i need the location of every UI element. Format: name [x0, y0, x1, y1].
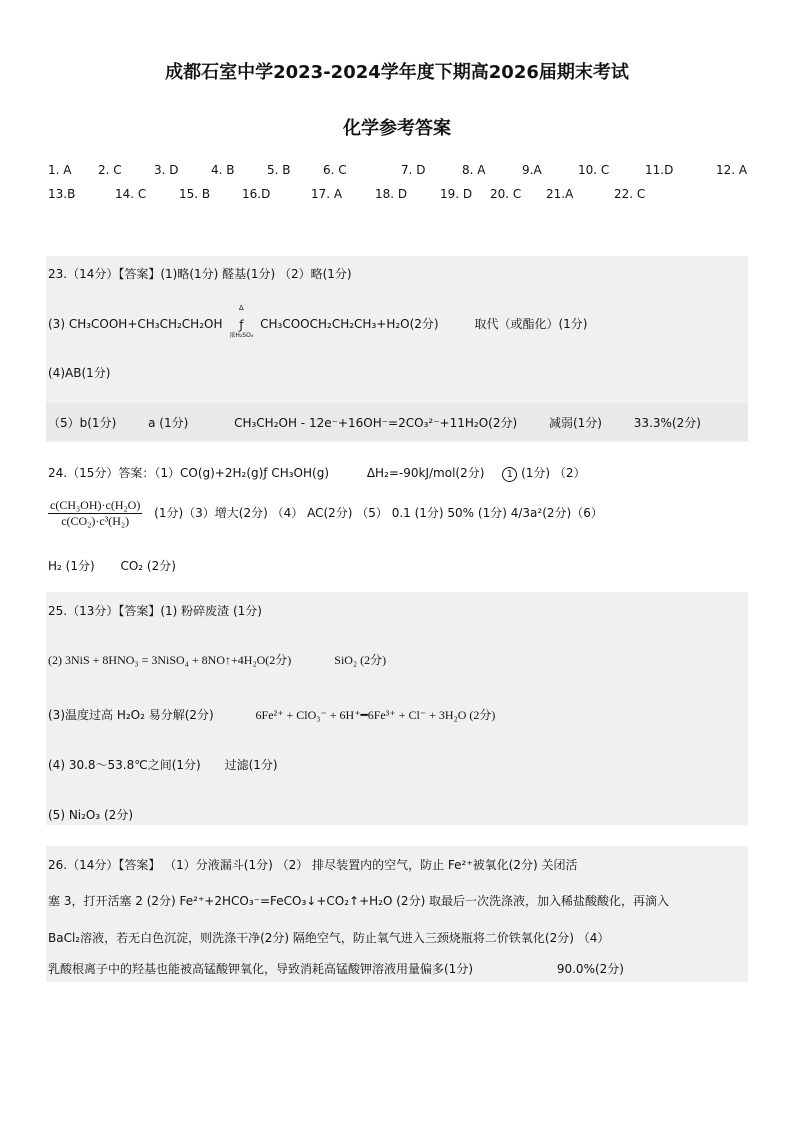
q26-error-analysis: 乳酸根离子中的羟基也能被高锰酸钾氧化，导致消耗高锰酸钾溶液用量偏多(1分): [48, 962, 474, 976]
q23-line-4: [48, 414, 701, 431]
choice-answer: 5. B: [267, 163, 291, 177]
q23-part5-e: 33.3%(2分): [633, 416, 701, 430]
q23-reaction-type: 取代（或酯化）(1分): [474, 317, 588, 331]
page-title: 成都石室中学2023-2024学年度下期高2026届期末考试: [165, 62, 629, 83]
q25-line-3: [48, 706, 495, 723]
choice-answer: 14. C: [115, 187, 147, 201]
choice-answer: 2. C: [98, 163, 122, 177]
choice-answer: 17. A: [311, 187, 343, 201]
choice-answer: 10. C: [578, 163, 610, 177]
equilibrium-constant-fraction: [48, 498, 142, 529]
q24-line-2: [48, 498, 603, 529]
q24-line-3: [48, 557, 176, 574]
q24-line-1-rest: (1分) （2）: [521, 466, 586, 480]
q24-part6-a: H₂ (1分): [48, 559, 95, 573]
q25-ionic-equation: 6Fe²⁺ + ClO₃⁻ + 6H⁺━6Fe³⁺ + Cl⁻ + 3H₂O (2分): [255, 708, 496, 722]
choice-answer: 18. D: [375, 187, 408, 201]
choice-answer: 21.A: [546, 187, 574, 201]
q25-residue: SiO₂ (2分): [334, 653, 387, 667]
catalyst-label: 浓H₂SO₄: [229, 331, 254, 339]
q25-operation: 过滤(1分): [224, 758, 278, 772]
choice-answer: 13.B: [48, 187, 76, 201]
q23-line-1: 23.（14分）【答案】(1)略(1分) 醛基(1分) （2）略(1分): [48, 267, 352, 281]
choice-answer: 4. B: [211, 163, 235, 177]
q23-line-2: [48, 303, 588, 339]
q25-line-2: [48, 651, 386, 668]
reaction-condition: [226, 303, 256, 339]
choice-answer: 7. D: [401, 163, 426, 177]
choice-answer: 20. C: [490, 187, 522, 201]
q26-line-4: [48, 960, 624, 977]
q25-reason: (3)温度过高 H₂O₂ 易分解(2分): [48, 708, 214, 722]
q23-part5-d: 减弱(1分): [548, 416, 602, 430]
q25-temperature: (4) 30.8～53.8℃之间(1分): [48, 758, 201, 772]
q25-equation: (2) 3NiS + 8HNO₃ = 3NiSO₄ + 8NO↑+4H₂O(2分): [48, 653, 292, 667]
heat-symbol: Δ: [238, 303, 244, 312]
choice-answer: 19. D: [440, 187, 473, 201]
q24-line-1: [48, 464, 586, 482]
q26-line-2: 塞 3，打开活塞 2 (2分) Fe²⁺+2HCO₃⁻=FeCO₃↓+CO₂↑+H₂O (2分) 取最后一次洗涤液，加入稀盐酸酸化，再滴入: [48, 894, 670, 908]
q26-line-1: 26.（14分）【答案】 （1）分液漏斗(1分) （2） 排尽装置内的空气，防止 Fe²⁺被氧化(2分) 关闭活: [48, 858, 578, 872]
reversible-arrow: ƒ: [239, 317, 244, 332]
choice-answer: 16.D: [242, 187, 271, 201]
choice-answer: 1. A: [48, 163, 72, 177]
choice-answer: 22. C: [614, 187, 646, 201]
q23-electrode-equation: CH₃CH₂OH - 12e⁻+16OH⁻=2CO₃²⁻+11H₂O(2分): [234, 416, 518, 430]
q25-line-1: 25.（13分）【答案】(1) 粉碎废渣 (1分): [48, 604, 262, 618]
q23-part5-b: a (1分): [148, 416, 189, 430]
q25-line-4: [48, 756, 278, 773]
choice-answer: 3. D: [154, 163, 179, 177]
choice-answer: 9.A: [522, 163, 542, 177]
q24-part6-b: CO₂ (2分): [120, 559, 176, 573]
q24-equation: 24.（15分）答案：（1）CO(g)+2H₂(g)ƒ CH₃OH(g): [48, 466, 329, 480]
circled-number: 1: [502, 467, 517, 482]
choice-answer: 8. A: [462, 163, 486, 177]
choice-answer: 12. A: [716, 163, 748, 177]
q24-enthalpy: ΔH₂=-90kJ/mol(2分): [366, 466, 485, 480]
q23-products: CH₃COOCH₂CH₂CH₃+H₂O(2分): [260, 317, 439, 331]
q23-reactants: (3) CH₃COOH+CH₃CH₂CH₂OH: [48, 317, 223, 331]
fraction-numerator: c(CH₃OH)·c(H₂O): [50, 498, 141, 512]
choice-answer: 15. B: [179, 187, 211, 201]
q23-part5-a: （5）b(1分): [48, 416, 117, 430]
choice-answer: 11.D: [645, 163, 674, 177]
choice-answer: 6. C: [323, 163, 347, 177]
q26-purity: 90.0%(2分): [556, 962, 624, 976]
page-subtitle: 化学参考答案: [343, 118, 451, 139]
q26-line-3: BaCl₂溶液，若无白色沉淀，则洗涤干净(2分) 隔绝空气，防止氧气进入三颈烧瓶将二价铁氧化(2分) （4）: [48, 931, 610, 945]
q24-line-2-rest: (1分)（3）增大(2分) （4） AC(2分) （5） 0.1 (1分) 50% (1分) 4/3a²(2分)（6）: [154, 506, 603, 520]
q23-line-3: (4)AB(1分): [48, 366, 111, 380]
q25-line-5: (5) Ni₂O₃ (2分): [48, 808, 134, 822]
fraction-denominator: c(CO₂)·c³(H₂): [61, 514, 130, 528]
